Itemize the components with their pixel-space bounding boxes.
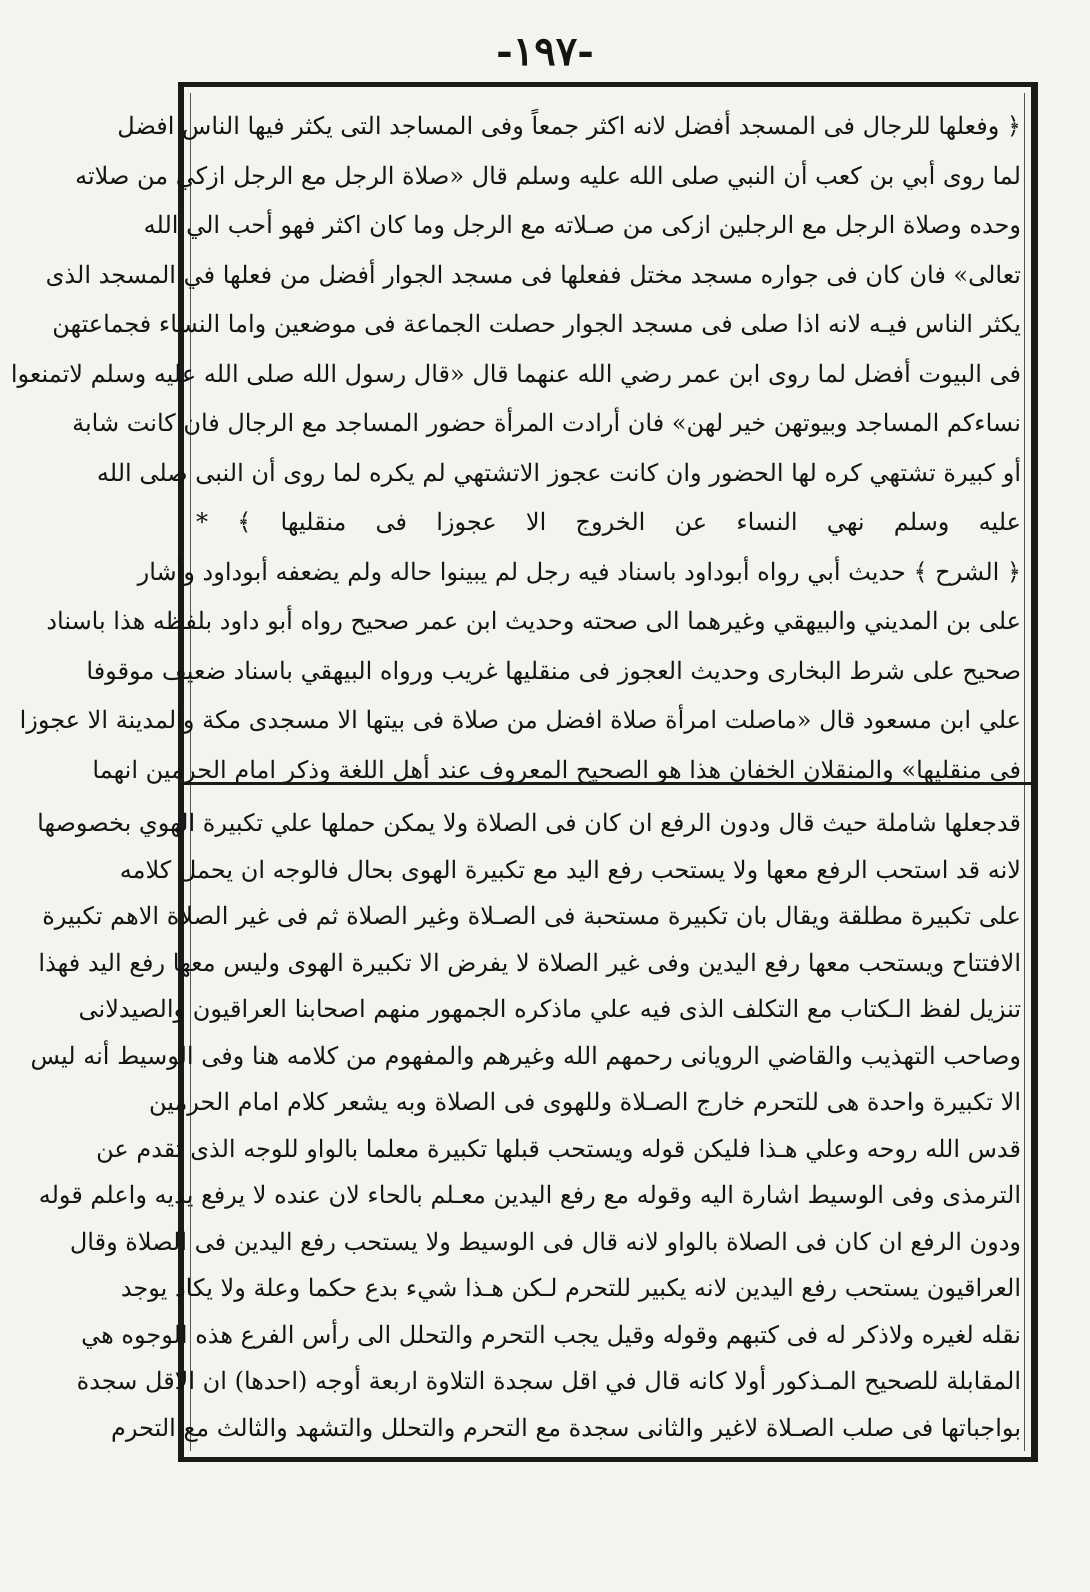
commentary-line: المقابلة للصحيح المـذكور أولا كانه قال في اقل سجدة التلاوة اربعة أوجه (احدها) ان الاقل سجدة — [76, 1367, 1021, 1395]
commentary-line: نقله لغيره ولاذكر له فى كتبهم وقوله وقيل يجب التحرم والتحلل الى رأس الفرع هذه الوجوه هي — [81, 1320, 1021, 1349]
main-text-line: على بن المديني والبيهقي وغيرهما الى صحته وحديث ابن عمر صحيح رواه أبو داود بلفظه هذا باسناد — [46, 607, 1021, 635]
main-text — [10, 102, 1021, 795]
section-divider — [184, 782, 1034, 785]
main-text-line: علي ابن مسعود قال «ماصلت امرأة صلاة افضل من صلاة فى بيتها الا مسجدى مكة والمدينة الا عجوزا — [19, 706, 1021, 734]
commentary-line: تنزيل لفظ الـكتاب مع التكلف الذى فيه علي ماذكره الجمهور منهم اصحابنا العراقيون والصيدلانى — [78, 995, 1021, 1023]
commentary-line: بواجباتها فى صلب الصـلاة لاغير والثانى سجدة مع التحرم والتحلل والتشهد والثالث مع التحرم — [111, 1413, 1021, 1442]
main-text-line: لما روى أبي بن كعب أن النبي صلى الله عليه وسلم قال «صلاة الرجل مع الرجل ازكي من صلاته — [75, 161, 1021, 190]
main-text-line: يكثر الناس فيـه لانه اذا صلى فى مسجد الجوار حصلت الجماعة فى موضعين واما النساء فجماعتهن — [52, 310, 1021, 338]
main-text-line: عليه وسلم نهي النساء عن الخروج الا عجوزا فى منقليها ﴾ * — [196, 508, 1021, 536]
main-text-line: في منقليها» والمنقلان الخفان هذا هو الصحيح المعروف عند أهل اللغة وذكر امام الحرمين انهما — [92, 755, 1021, 784]
commentary-line: العراقيون يستحب رفع اليدين لانه يكبير للتحرم لـكن هـذا شيء بدع حكما وعلة ولا يكاد يوجد — [120, 1274, 1021, 1302]
commentary-line: وصاحب التهذيب والقاضي الرويانى رحمهم الله وغيرهم والمفهوم من كلامه هنا وفى الوسيط أنه ليس — [30, 1041, 1021, 1070]
commentary-line: قدجعلها شاملة حيث قال ودون الرفع ان كان فى الصلاة ولا يمكن حملها علي تكبيرة الهوي بخصوصها — [37, 809, 1021, 837]
commentary-line: قدس الله روحه وعلي هـذا فليكن قوله ويستحب قبلها تكبيرة معلما بالواو للوجه الذى تقدم عن — [96, 1134, 1021, 1163]
commentary-line: الا تكبيرة واحدة هى للتحرم خارج الصـلاة وللهوى فى الصلاة وبه يشعر كلام امام الحرمين — [148, 1088, 1021, 1116]
page-number: -١٩٧- — [496, 28, 594, 75]
commentary-line: ودون الرفع ان كان فى الصلاة بالواو لانه قال فى الوسيط ولا يستحب رفع اليدين فى الصلاة وقال — [69, 1227, 1021, 1256]
main-text-line: نساءكم المساجد وبيوتهن خير لهن» فان أرادت المرأة حضور المساجد مع الرجال فان كانت شابة — [72, 409, 1021, 437]
commentary-line: على تكبيرة مطلقة ويقال بان تكبيرة مستحبة فى الصـلاة وغير الصلاة ثم فى غير الصلاة الاهم تكبيرة — [42, 902, 1021, 930]
main-text-line: فى البيوت أفضل لما روى ابن عمر رضي الله عنهما قال «قال رسول الله صلى الله عليه وسلم لاتمنعوا — [10, 359, 1021, 388]
main-text-line: صحيح على شرط البخارى وحديث العجوز فى منقليها غريب ورواه البيهقي باسناد ضعيف موقوفا — [86, 656, 1021, 685]
main-text-line: أو كبيرة تشتهي كره لها الحضور وان كانت عجوز الاتشتهي لم يكره لما روى أن النبى صلى الله — [96, 458, 1021, 487]
main-text-line: ﴿ الشرح ﴾ حديث أبي رواه أبوداود باسناد فيه رجل لم يبينوا حاله ولم يضعفه أبوداود وأشار — [137, 557, 1021, 586]
main-text-line: وحده وصلاة الرجل مع الرجلين ازكى من صـلاته مع الرجل وما كان اكثر فهو أحب الي الله — [143, 211, 1021, 239]
commentary-text — [30, 800, 1021, 1451]
commentary-line: الترمذى وفى الوسيط اشارة اليه وقوله مع رفع اليدين معـلم بالحاء لان عنده لا يرفع يديه واعلم قوله — [38, 1181, 1021, 1209]
main-text-line: تعالى» فان كان فى جواره مسجد مختل ففعلها فى مسجد الجوار أفضل من فعلها في المسجد الذى — [45, 260, 1021, 289]
commentary-line: لانه قد استحب الرفع معها ولا يستحب رفع اليد مع تكبيرة الهوى بحال فالوجه ان يحمل كلامه — [119, 855, 1021, 884]
main-text-line: ﴿ وفعلها للرجال فى المسجد أفضل لانه اكثر جمعاً وفى المساجد التى يكثر فيها الناس افضل — [117, 112, 1021, 140]
commentary-line: الافتتاح ويستحب معها رفع اليدين وفى غير الصلاة لا يفرض الا تكبيرة الهوى وليس معها رفع اليد فهذا — [38, 948, 1021, 977]
